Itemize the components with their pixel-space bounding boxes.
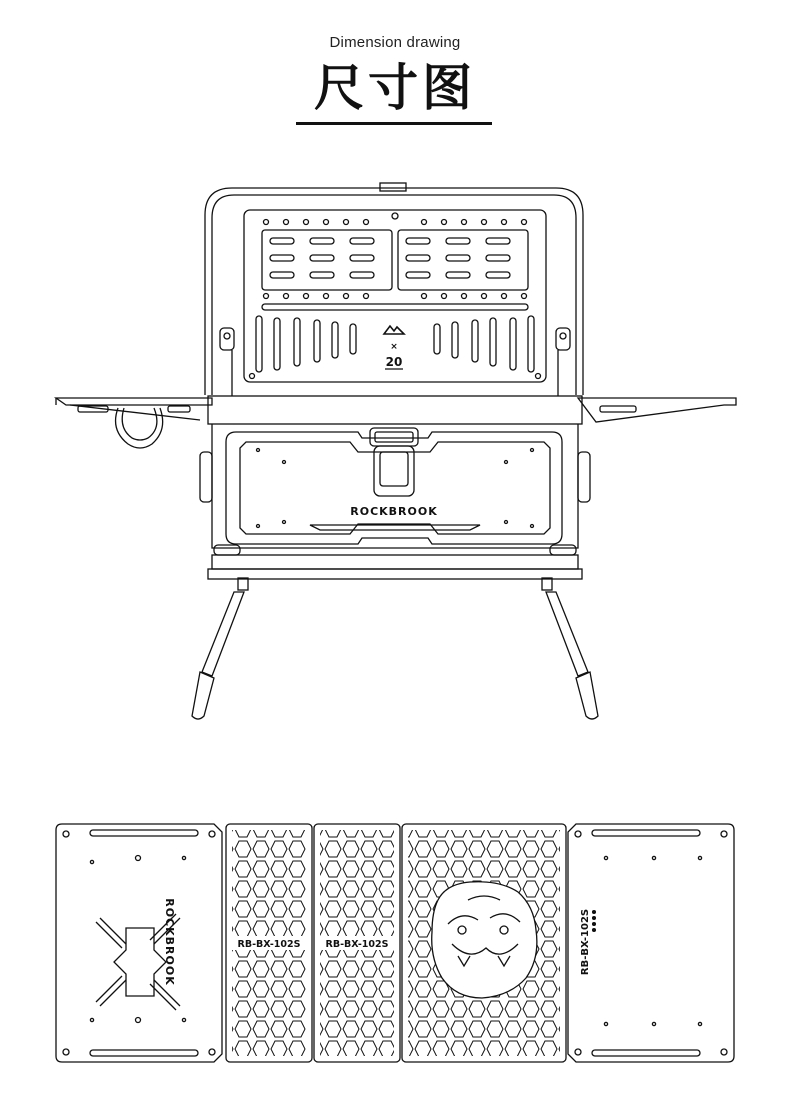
hex-panel-2 (314, 824, 400, 1062)
left-side-plate (56, 824, 222, 1062)
hex-panel-1 (226, 824, 312, 1062)
mountain-logo-icon (384, 326, 404, 334)
side-brand-label: ROCKBROOK (163, 898, 176, 986)
model-label-1: RB-BX-102S (237, 939, 301, 950)
diagram-subtitle: Dimension drawing (329, 34, 461, 51)
front-view (56, 183, 736, 719)
molle-slots (250, 213, 541, 379)
badge-x: × (390, 342, 398, 352)
lid-rim (208, 396, 582, 424)
bulldog-engraving-icon (432, 882, 537, 998)
model-label-3: RB-BX-102S (580, 908, 591, 976)
left-leg (192, 578, 248, 719)
right-side-table (578, 398, 736, 422)
left-side-table (56, 398, 212, 448)
right-leg (542, 578, 598, 719)
hex-panel-3 (402, 824, 566, 1062)
lid-handle (380, 183, 406, 191)
diagram-title: 尺寸图 (314, 59, 476, 117)
model-label-2: RB-BX-102S (325, 939, 389, 950)
right-side-plate (568, 824, 734, 1062)
flat-top-view (56, 824, 734, 1062)
brand-label: ROCKBROOK (350, 505, 438, 518)
badge-anniversary: 20 (385, 355, 403, 369)
